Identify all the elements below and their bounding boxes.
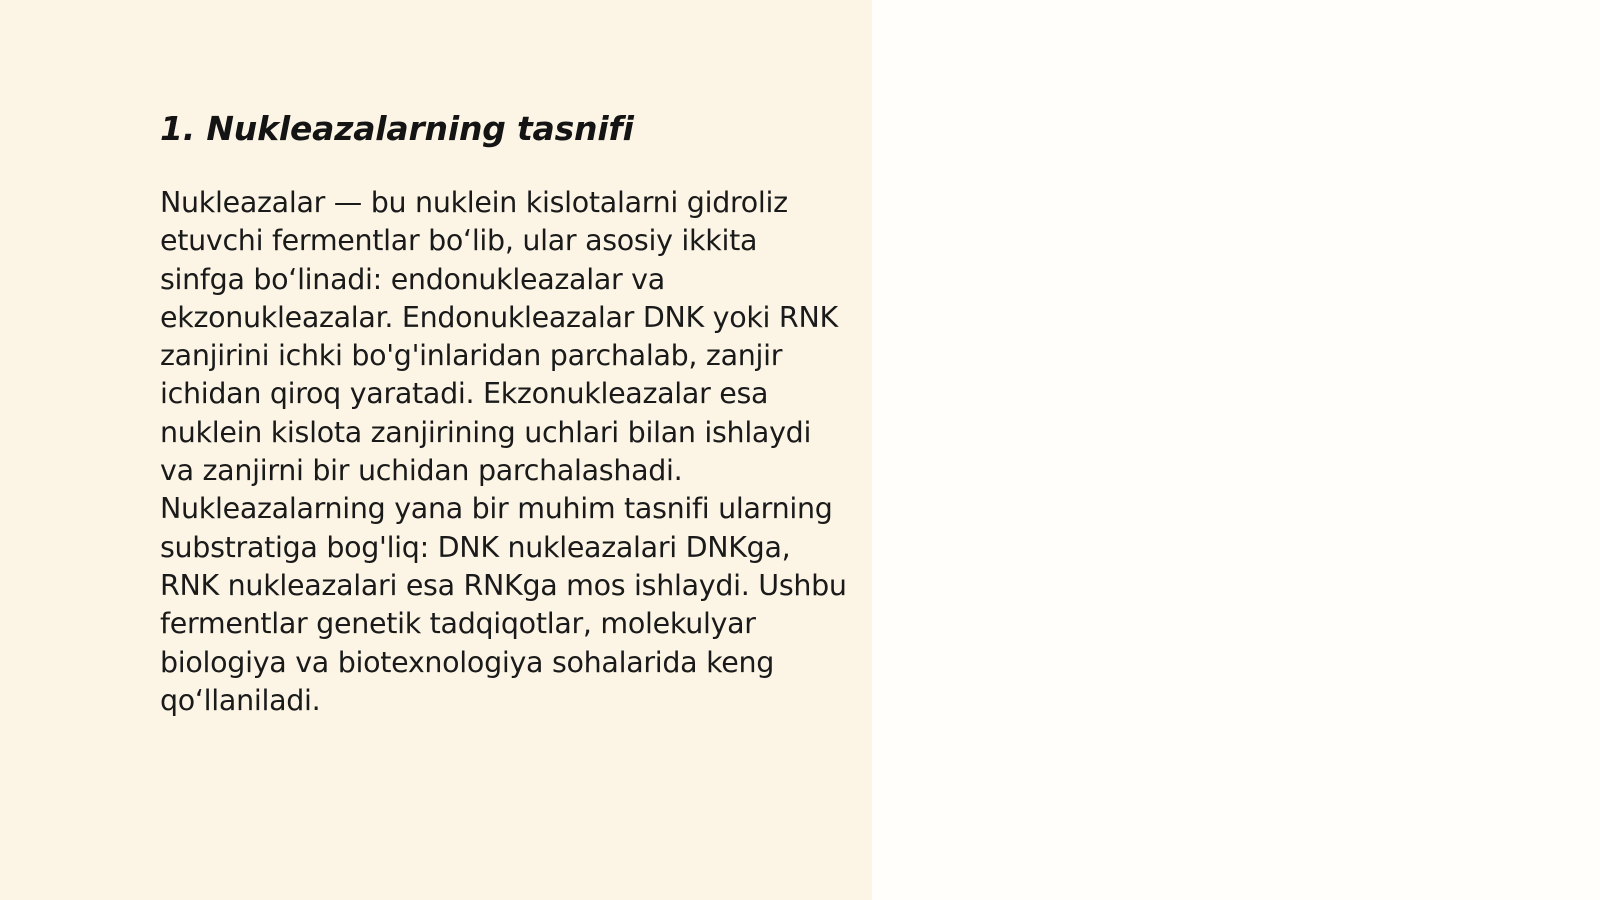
right-blank-panel	[872, 0, 1600, 900]
slide-title: 1. Nukleazalarning tasnifi	[160, 109, 634, 148]
text-content	[160, 104, 850, 720]
slide-body-text: Nukleazalar — bu nuklein kislotalarni gidroliz etuvchi fermentlar bo‘lib, ular asosiy ikkita sinfga bo‘linadi: endonukleazalar va ekzonukleazalar. Endonukleazalar DNK yoki RNK zanjirini ichki bo'g'inlaridan parchalab, zanjir ichidan qiroq yaratadi. Ekzonukleazalar esa nuklein kislota zanjirining uchlari bilan ishlaydi va zanjirni bir uchidan parchalashadi. Nukleazalarning yana bir muhim tasnifi ularning substratiga bog'liq: DNK nukleazalari DNKga, RNK nukleazalari esa RNKga mos ishlaydi. Ushbu fermentlar genetik tadqiqotlar, molekulyar biologiya va biotexnologiya sohalarida keng qo‘llaniladi.	[160, 186, 847, 717]
